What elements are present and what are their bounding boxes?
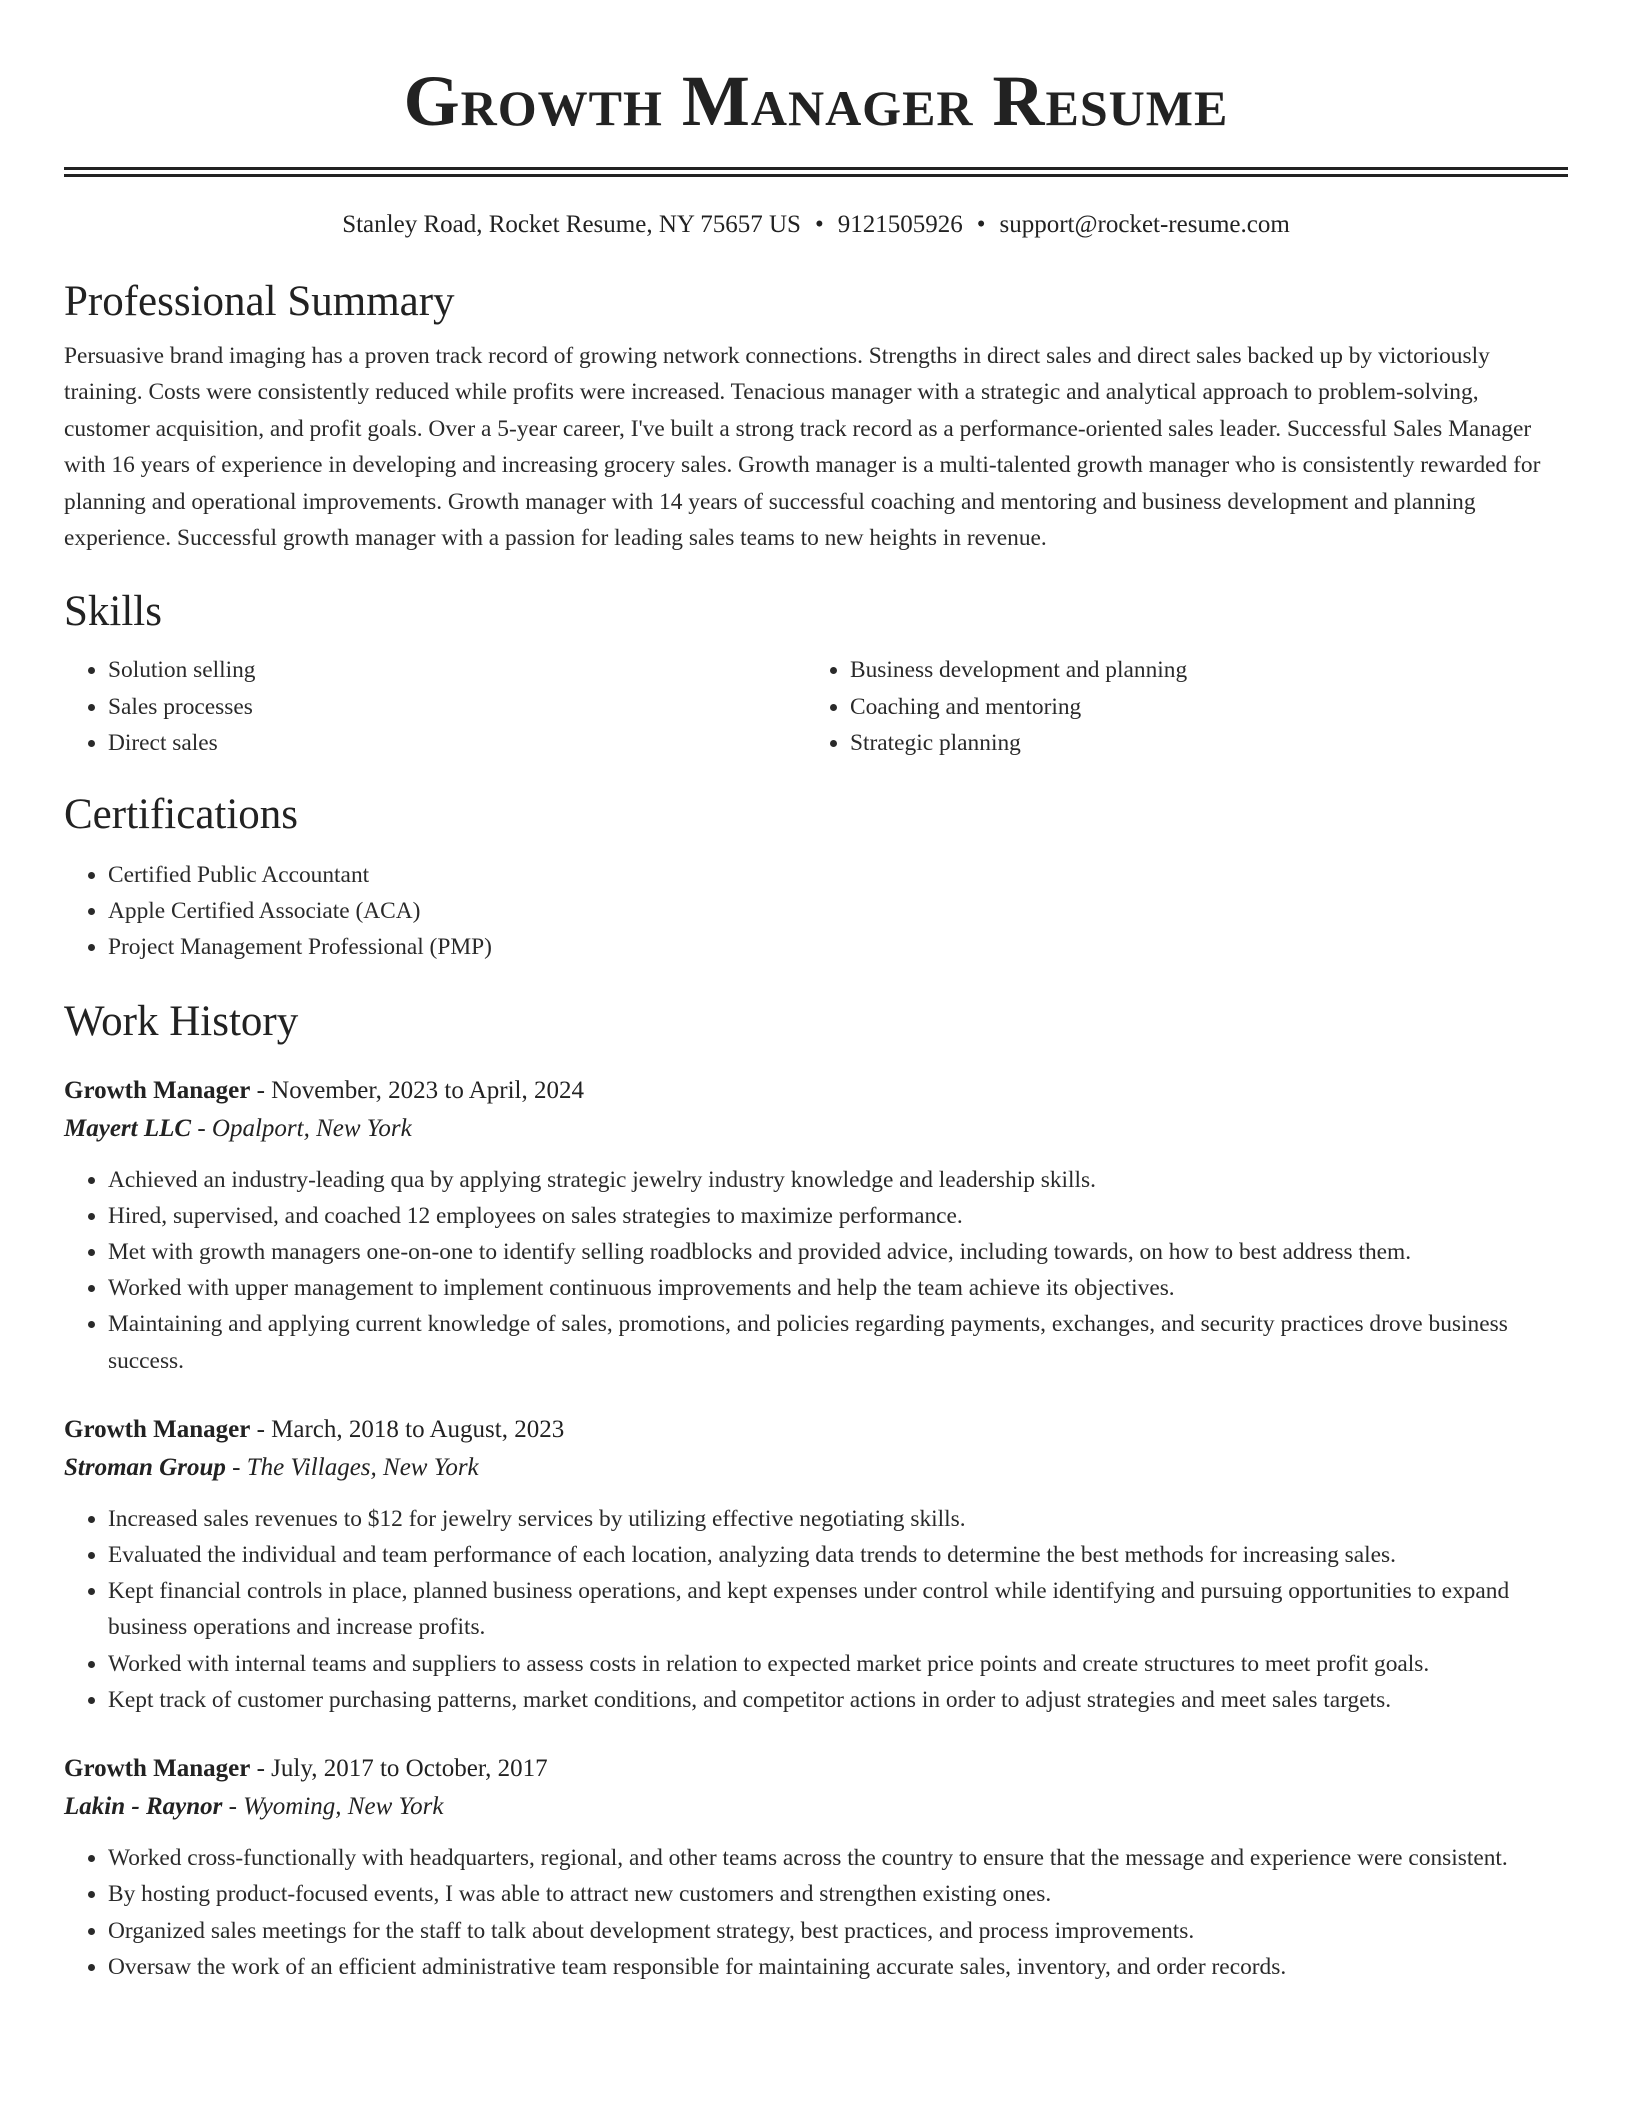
skill-item: • Direct sales	[108, 725, 806, 761]
job-role: Growth Manager	[64, 1415, 251, 1443]
job-company-line	[64, 1449, 1568, 1487]
skills-column-right	[806, 652, 1548, 761]
job-entry	[64, 1411, 1568, 1718]
skills-heading: Skills	[64, 588, 162, 636]
contact-address: Stanley Road, Rocket Resume, NY 75657 US	[342, 211, 801, 238]
job-role: Growth Manager	[64, 1755, 251, 1783]
certifications-list	[64, 857, 1568, 966]
title-divider	[64, 167, 1568, 177]
contact-email: support@rocket-resume.com	[999, 211, 1290, 238]
skills-column-left	[64, 652, 806, 761]
job-bullet: • Met with growth managers one-on-one to identify selling roadblocks and provided advice, including towards, on how to best address them.	[108, 1234, 1568, 1270]
job-company-line	[64, 1110, 1568, 1148]
summary-text: Persuasive brand imaging has a proven track record of growing network connections. Strengths in direct sales and direct sales backed up by victoriously training. Costs were consistently reduced while profits were increased. Tenacious manager with a strategic and analytical approach to problem-solving, customer acquisition, and profit goals. Over a 5-year career, I've built a strong track record as a performance-oriented sales leader. Successful Sales Manager with 16 years of experience in developing and increasing grocery sales. Growth manager is a multi-talented growth manager who is consistently rewarded for planning and operational improvements. Growth manager with 14 years of successful coaching and mentoring and business development and planning experience. Successful growth manager with a passion for leading sales teams to new heights in revenue.	[64, 343, 1541, 552]
job-company: Mayert LLC	[64, 1114, 192, 1142]
job-header	[64, 1750, 1568, 1788]
contact-separator: •	[814, 211, 824, 238]
job-bullet: • Kept track of customer purchasing patterns, market conditions, and competitor actions in order to adjust strategies and meet sales targets.	[108, 1682, 1568, 1718]
job-bullet: • Evaluated the individual and team performance of each location, analyzing data trends to determine the best methods for increasing sales.	[108, 1537, 1568, 1573]
job-bullets	[64, 1162, 1568, 1379]
job-dates: - March, 2018 to August, 2023	[256, 1415, 565, 1443]
job-bullet: • Maintaining and applying current knowledge of sales, promotions, and policies regarding payments, exchanges, and security practices drove business success.	[108, 1306, 1568, 1378]
job-dates: - July, 2017 to October, 2017	[256, 1755, 548, 1783]
job-bullet: • Worked cross-functionally with headquarters, regional, and other teams across the country to ensure that the message and experience were consistent.	[108, 1840, 1568, 1876]
certification-item: • Apple Certified Associate (ACA)	[108, 893, 1568, 929]
skill-item: • Strategic planning	[850, 725, 1548, 761]
job-bullet: • Hired, supervised, and coached 12 employees on sales strategies to maximize performance.	[108, 1198, 1568, 1234]
job-header	[64, 1072, 1568, 1110]
contact-separator: •	[976, 211, 986, 238]
job-company: Lakin - Raynor	[64, 1793, 223, 1821]
job-bullet: • Oversaw the work of an efficient administrative team responsible for maintaining accurate sales, inventory, and order records.	[108, 1949, 1568, 1985]
contact-line	[64, 210, 1568, 240]
skills-list-right	[806, 652, 1548, 761]
certifications-heading: Certifications	[64, 791, 299, 839]
job-bullet: • Kept financial controls in place, planned business operations, and kept expenses under control while identifying and pursuing opportunities to expand business operations and increase profits.	[108, 1573, 1568, 1645]
certification-item: • Certified Public Accountant	[108, 857, 1568, 893]
job-company-line	[64, 1788, 1568, 1826]
skills-grid	[64, 652, 1568, 761]
job-bullet: • Increased sales revenues to $12 for jewelry services by utilizing effective negotiating skills.	[108, 1501, 1568, 1537]
skill-item: • Solution selling	[108, 652, 806, 688]
job-location: - Wyoming, New York	[228, 1793, 444, 1821]
job-bullet: • By hosting product-focused events, I was able to attract new customers and strengthen existing ones.	[108, 1876, 1568, 1912]
job-bullets	[64, 1501, 1568, 1718]
skill-item: • Sales processes	[108, 689, 806, 725]
work-history-heading: Work History	[64, 997, 299, 1045]
page-title: Growth Manager Resume	[403, 61, 1229, 141]
job-location: - The Villages, New York	[232, 1453, 479, 1481]
job-dates: - November, 2023 to April, 2024	[256, 1076, 585, 1104]
job-entry	[64, 1072, 1568, 1379]
job-bullet: • Achieved an industry-leading qua by applying strategic jewelry industry knowledge and leadership skills.	[108, 1162, 1568, 1198]
summary-heading: Professional Summary	[64, 278, 455, 325]
skill-item: • Coaching and mentoring	[850, 689, 1548, 725]
job-bullet: • Organized sales meetings for the staff to talk about development strategy, best practices, and process improvements.	[108, 1913, 1568, 1949]
job-bullet: • Worked with internal teams and suppliers to assess costs in relation to expected market price points and create structures to meet profit goals.	[108, 1646, 1568, 1682]
job-company: Stroman Group	[64, 1453, 226, 1481]
contact-phone: 9121505926	[837, 211, 963, 238]
certification-item: • Project Management Professional (PMP)	[108, 929, 1568, 965]
job-bullet: • Worked with upper management to implement continuous improvements and help the team achieve its objectives.	[108, 1270, 1568, 1306]
job-location: - Opalport, New York	[197, 1114, 412, 1142]
job-header	[64, 1411, 1568, 1449]
job-bullets	[64, 1840, 1568, 1985]
skill-item: • Business development and planning	[850, 652, 1548, 688]
job-role: Growth Manager	[64, 1076, 251, 1104]
job-entry	[64, 1750, 1568, 1985]
skills-list-left	[64, 652, 806, 761]
